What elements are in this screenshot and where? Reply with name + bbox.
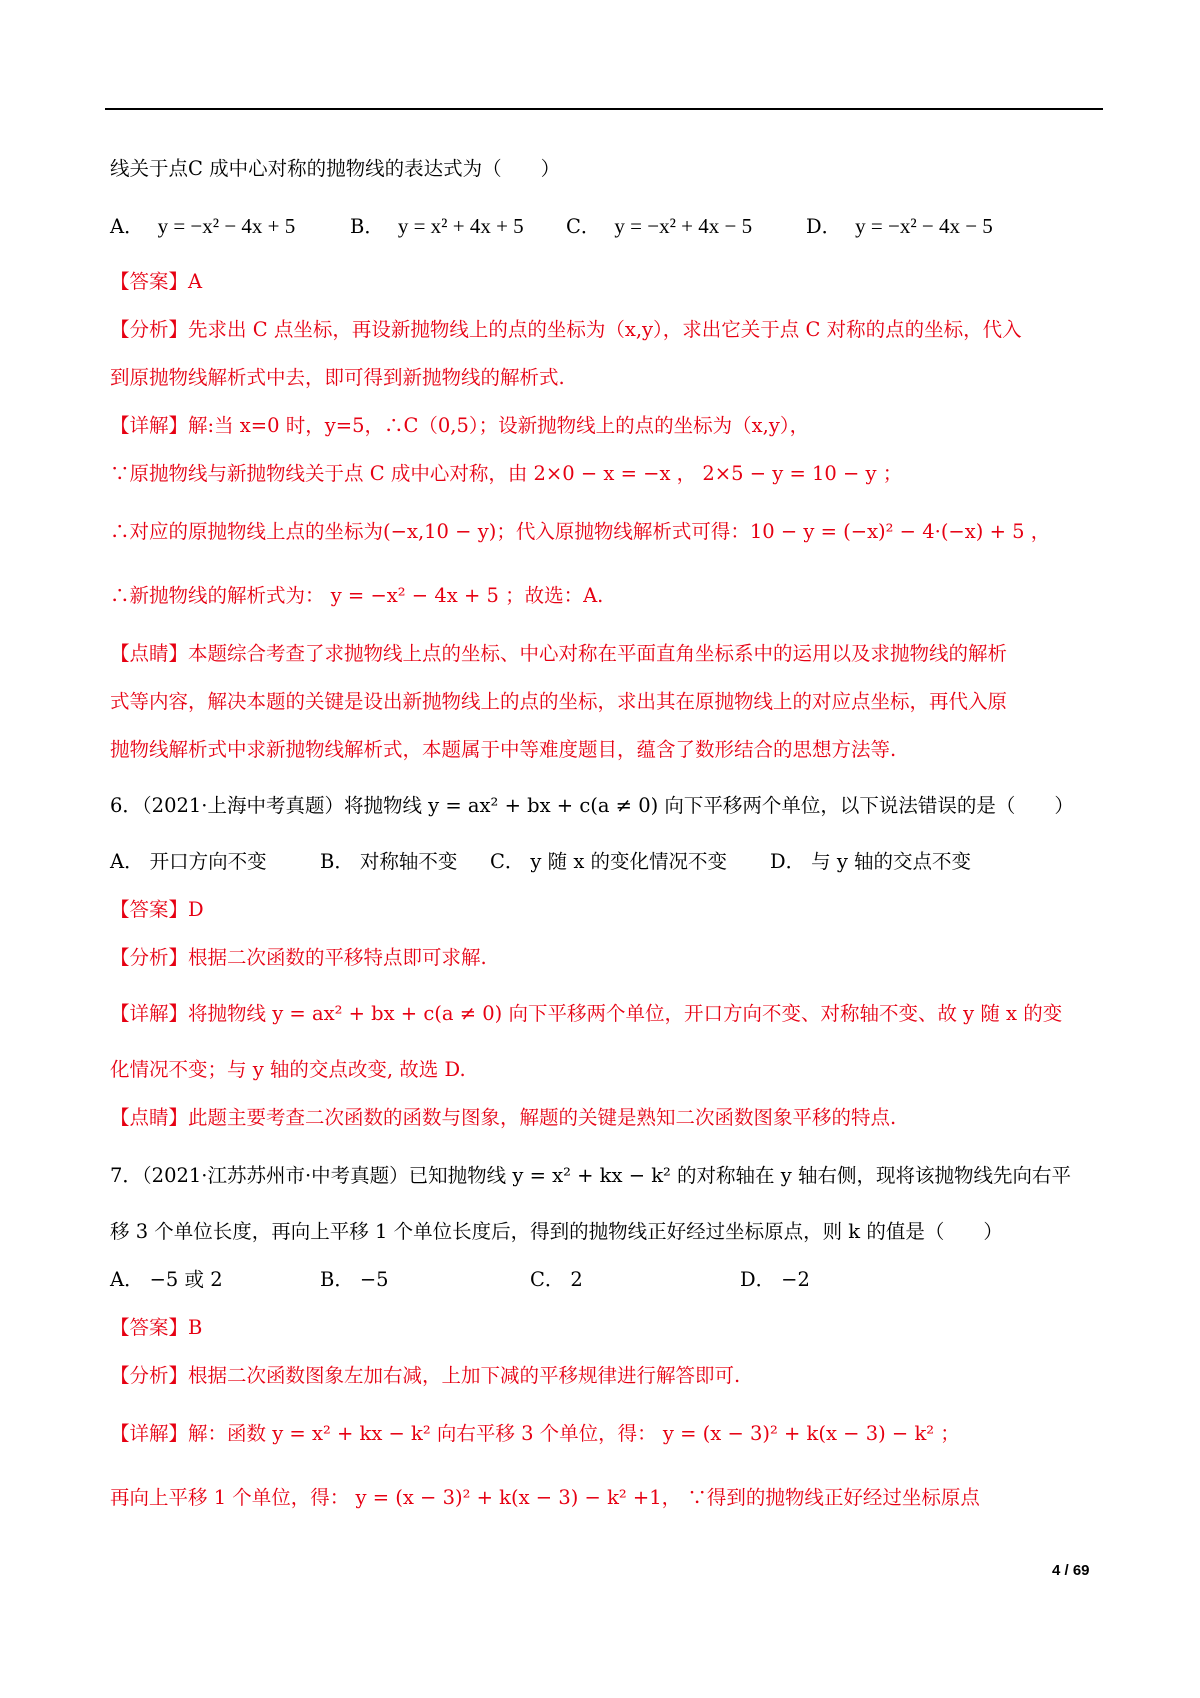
q7-detail-line-2: 再向上平移 1 个单位，得： y = (x − 3)² + k(x − 3) − k² +1， ∵得到的抛物线正好经过坐标原点 (110, 1486, 980, 1509)
q5-option-d: D． y = −x² − 4x − 5 (806, 214, 993, 238)
q6-detail-line-2: 化情况不变；与 y 轴的交点改变, 故选 D. (110, 1058, 466, 1081)
page-number: 4 / 69 (1052, 1562, 1090, 1579)
q6-option-d: D． 与 y 轴的交点不变 (770, 850, 972, 873)
q7-detail-line-1: 【详解】解：函数 y = x² + kx − k² 向右平移 3 个单位，得： y = (x − 3)² + k(x − 3) − k² ； (110, 1422, 960, 1445)
q7-answer: 【答案】B (110, 1316, 203, 1339)
q5-comment-line-2: 式等内容，解决本题的关键是设出新抛物线上的点的坐标，求出其在原抛物线上的对应点坐标，再代入原 (110, 690, 1008, 713)
q7-option-c: C． 2 (530, 1268, 583, 1291)
q6-detail-line-1: 【详解】将抛物线 y = ax² + bx + c(a ≠ 0) 向下平移两个单位，开口方向不变、对称轴不变、故 y 随 x 的变 (110, 1002, 1063, 1025)
q5-comment-line-1: 【点睛】本题综合考查了求抛物线上点的坐标、中心对称在平面直角坐标系中的运用以及求抛物线的解析 (110, 642, 1008, 665)
q7-stem-line-1: 7．（2021·江苏苏州市·中考真题）已知抛物线 y = x² + kx − k² 的对称轴在 y 轴右侧，现将该抛物线先向右平 (110, 1164, 1071, 1187)
q6-comment: 【点睛】此题主要考查二次函数的函数与图象，解题的关键是熟知二次函数图象平移的特点. (110, 1106, 897, 1129)
q6-answer: 【答案】D (110, 898, 204, 921)
q7-stem-line-2: 移 3 个单位长度，再向上平移 1 个单位长度后，得到的抛物线正好经过坐标原点，则 k 的值是（ ） (110, 1220, 1003, 1243)
q6-stem: 6．（2021·上海中考真题）将抛物线 y = ax² + bx + c(a ≠ 0) 向下平移两个单位，以下说法错误的是（ ） (110, 794, 1074, 817)
q5-option-b: B． y = x² + 4x + 5 (350, 214, 524, 238)
header-rule (105, 108, 1103, 110)
q5-option-c: C． y = −x² + 4x − 5 (566, 214, 753, 238)
q6-option-c: C． y 随 x 的变化情况不变 (490, 850, 728, 873)
q7-option-b: B． −5 (320, 1268, 389, 1291)
q5-analysis-line-1: 【分析】先求出 C 点坐标，再设新抛物线上的点的坐标为（x,y），求出它关于点 C 对称的点的坐标，代入 (110, 318, 1022, 341)
q5-detail-line-4: ∴新抛物线的解析式为： y = −x² − 4x + 5 ；故选：A. (110, 584, 604, 607)
q5-detail-line-1: 【详解】解:当 x=0 时，y=5，∴C（0,5）；设新抛物线上的点的坐标为（x,y）， (110, 414, 810, 437)
q7-option-a: A． −5 或 2 (110, 1268, 223, 1291)
q6-option-b: B． 对称轴不变 (320, 850, 458, 873)
q5-detail-line-3: ∴对应的原抛物线上点的坐标为(−x,10 − y)；代入原抛物线解析式可得：10 − y = (−x)² − 4·(−x) + 5 ， (110, 520, 1051, 543)
q5-comment-line-3: 抛物线解析式中求新抛物线解析式，本题属于中等难度题目，蕴含了数形结合的思想方法等. (110, 738, 897, 761)
q5-stem-tail: 线关于点C 成中心对称的抛物线的表达式为（ ） (110, 157, 561, 180)
q7-analysis: 【分析】根据二次函数图象左加右减，上加下减的平移规律进行解答即可. (110, 1364, 741, 1387)
q5-option-a: A． y = −x² − 4x + 5 (110, 214, 296, 238)
q7-option-d: D． −2 (740, 1268, 810, 1291)
q6-analysis: 【分析】根据二次函数的平移特点即可求解. (110, 946, 487, 969)
q6-option-a: A． 开口方向不变 (110, 850, 267, 873)
q5-detail-line-2: ∵原抛物线与新抛物线关于点 C 成中心对称，由 2×0 − x = −x ， 2×5 − y = 10 − y ； (110, 462, 903, 485)
q5-analysis-line-2: 到原抛物线解析式中去，即可得到新抛物线的解析式. (110, 366, 565, 389)
q5-answer: 【答案】A (110, 270, 203, 293)
